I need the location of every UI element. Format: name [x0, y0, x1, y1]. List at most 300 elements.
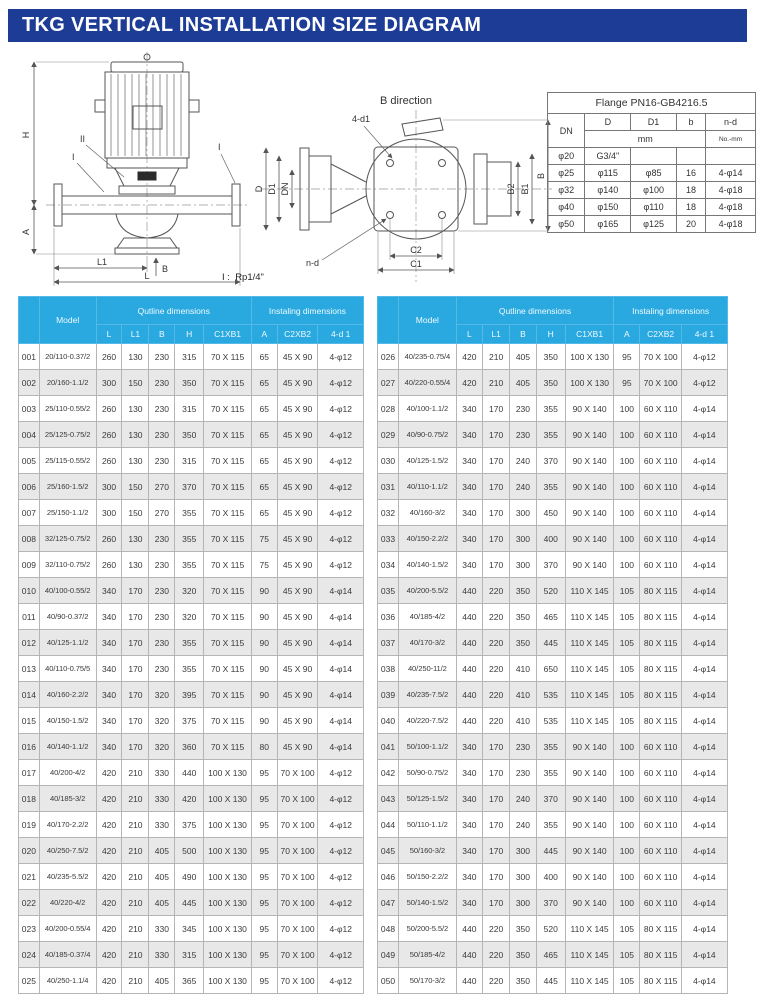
dim-cell: 45 X 90 [277, 708, 318, 734]
model-cell: 50/125-1.5/2 [399, 786, 457, 812]
coupling [138, 172, 156, 180]
row-index: φ32 [548, 182, 585, 199]
dim-cell: 315 [175, 942, 204, 968]
dim-cell: 355 [536, 422, 565, 448]
dim-cell: 170 [483, 890, 510, 916]
dim-cell: 45 X 90 [277, 370, 318, 396]
dim-cell: 535 [536, 708, 565, 734]
dim-cell: 90 X 140 [565, 526, 613, 552]
dim-cell: 300 [96, 370, 122, 396]
dim-cell: 90 X 140 [565, 786, 613, 812]
dim-cell: 300 [510, 526, 536, 552]
col-header-c1xb1: C1XB1 [204, 325, 252, 344]
dim-label-c1: C1 [410, 259, 422, 269]
dim-cell: 315 [175, 344, 204, 370]
model-cell: 25/115-0.55/2 [39, 448, 96, 474]
col-header-model: Model [399, 297, 457, 344]
dim-cell: 105 [614, 968, 640, 994]
dim-cell: 220 [483, 604, 510, 630]
dim-cell: 260 [96, 396, 122, 422]
table-row [19, 786, 364, 812]
row-index: 036 [378, 604, 399, 630]
row-index: 050 [378, 968, 399, 994]
dim-cell: 4-φ14 [681, 708, 727, 734]
dim-cell: 95 [251, 942, 277, 968]
dim-cell: 355 [175, 656, 204, 682]
dim-cell: 375 [175, 812, 204, 838]
dim-cell: 650 [536, 656, 565, 682]
table-row [548, 148, 756, 165]
dim-cell: 230 [149, 578, 175, 604]
table-row [378, 474, 728, 500]
dim-cell: 350 [175, 370, 204, 396]
dim-cell: 370 [536, 890, 565, 916]
row-index: 028 [378, 396, 399, 422]
dim-cell: 95 [251, 864, 277, 890]
dim-cell: φ100 [631, 182, 677, 199]
dim-cell: 210 [122, 916, 149, 942]
dim-cell: 340 [456, 552, 482, 578]
dim-cell: 240 [510, 474, 536, 500]
model-cell: φ165 [585, 216, 631, 233]
dim-cell: 90 X 140 [565, 422, 613, 448]
dim-cell: 45 X 90 [277, 578, 318, 604]
flange-unit-mm: mm [585, 131, 706, 148]
dim-cell: 45 X 90 [277, 734, 318, 760]
table-row [19, 838, 364, 864]
dim-cell: 80 X 115 [640, 968, 681, 994]
model-cell: 40/125-1.5/2 [399, 448, 457, 474]
dim-label-h: H [21, 131, 31, 139]
row-index: 029 [378, 422, 399, 448]
table-row [19, 474, 364, 500]
row-index: 047 [378, 890, 399, 916]
row-index: 042 [378, 760, 399, 786]
dim-cell: 260 [96, 552, 122, 578]
dim-cell: 350 [536, 344, 565, 370]
row-index: 033 [378, 526, 399, 552]
dim-cell: 90 X 140 [565, 760, 613, 786]
table-row [19, 526, 364, 552]
dim-cell: 60 X 110 [640, 526, 681, 552]
dim-cell: 150 [122, 474, 149, 500]
dim-cell: 100 [614, 396, 640, 422]
row-index: 003 [19, 396, 40, 422]
dim-cell: 90 X 140 [565, 864, 613, 890]
dim-cell: 100 X 130 [565, 344, 613, 370]
flange-col-b: b [676, 114, 705, 131]
dim-cell: 60 X 110 [640, 448, 681, 474]
dim-cell: 400 [536, 526, 565, 552]
table-row [378, 812, 728, 838]
dim-cell: 230 [510, 396, 536, 422]
row-index: 026 [378, 344, 399, 370]
dim-cell: 70 X 115 [204, 448, 252, 474]
dim-cell: 90 X 140 [565, 474, 613, 500]
dim-cell: 420 [456, 370, 482, 396]
dim-cell: 355 [175, 526, 204, 552]
dim-cell: 340 [456, 422, 482, 448]
dim-cell: 4-φ14 [681, 448, 727, 474]
group-header-installing: Instaling dimensions [614, 297, 728, 325]
row-index: 014 [19, 682, 40, 708]
dim-cell: 420 [456, 344, 482, 370]
model-cell: 40/250-11/2 [399, 656, 457, 682]
table-row [19, 812, 364, 838]
row-index: 046 [378, 864, 399, 890]
dimension-table-right [377, 296, 728, 994]
model-cell: 40/185-0.37/4 [39, 942, 96, 968]
dim-cell: 315 [175, 448, 204, 474]
row-index: 030 [378, 448, 399, 474]
row-index: 009 [19, 552, 40, 578]
model-cell: 40/160-2.2/2 [39, 682, 96, 708]
table-row [19, 890, 364, 916]
dim-cell: 350 [510, 916, 536, 942]
dim-cell: 4-φ14 [681, 760, 727, 786]
dim-cell: 170 [483, 552, 510, 578]
dim-cell: 65 [251, 370, 277, 396]
flange-col-dn: DN [548, 114, 585, 148]
dim-cell: 100 [614, 422, 640, 448]
dim-cell: 340 [96, 656, 122, 682]
dim-cell: 130 [122, 448, 149, 474]
dim-cell: 4-φ14 [681, 422, 727, 448]
dim-cell: 330 [149, 812, 175, 838]
table-row [378, 552, 728, 578]
dim-cell: 340 [456, 864, 482, 890]
dim-cell: 4-φ14 [706, 165, 756, 182]
flange-col-d: D [585, 114, 631, 131]
model-cell: 40/150-2.2/2 [399, 526, 457, 552]
dim-cell: 4-φ14 [318, 630, 364, 656]
dim-cell: 4-φ14 [681, 734, 727, 760]
dim-cell: 350 [175, 422, 204, 448]
dim-cell: 90 X 140 [565, 890, 613, 916]
dim-cell: 110 X 145 [565, 942, 613, 968]
dim-cell: 110 X 145 [565, 916, 613, 942]
dim-cell: 80 [251, 734, 277, 760]
dim-cell: 70 X 115 [204, 474, 252, 500]
dim-cell: 260 [96, 344, 122, 370]
dim-cell: 18 [676, 182, 705, 199]
dim-cell: 350 [510, 578, 536, 604]
dim-cell: 75 [251, 526, 277, 552]
dim-cell: 100 [614, 500, 640, 526]
table-row [548, 182, 756, 199]
model-cell: 40/200-5.5/2 [399, 578, 457, 604]
dim-cell: 350 [510, 942, 536, 968]
dim-cell: 410 [510, 708, 536, 734]
row-index: 037 [378, 630, 399, 656]
dim-cell: 95 [614, 344, 640, 370]
dim-cell: 80 X 115 [640, 916, 681, 942]
model-cell: 40/160-3/2 [399, 500, 457, 526]
dim-cell: 70 X 115 [204, 526, 252, 552]
model-cell: 40/100-1.1/2 [399, 396, 457, 422]
dim-cell: 100 X 130 [204, 838, 252, 864]
dim-cell: 375 [175, 708, 204, 734]
dim-cell: 90 [251, 578, 277, 604]
dim-cell: 230 [510, 760, 536, 786]
col-header-h: H [536, 325, 565, 344]
dim-cell: 70 X 115 [204, 370, 252, 396]
table-row [378, 396, 728, 422]
dim-cell: 45 X 90 [277, 526, 318, 552]
dim-cell: 220 [483, 656, 510, 682]
dim-cell: 100 [614, 760, 640, 786]
dim-cell: 100 X 130 [204, 968, 252, 994]
row-index: 019 [19, 812, 40, 838]
table-row [378, 916, 728, 942]
table-row [378, 734, 728, 760]
row-index: 021 [19, 864, 40, 890]
group-header-outline: Qutline dimensions [456, 297, 613, 325]
dim-cell: 60 X 110 [640, 552, 681, 578]
col-header-index [378, 297, 399, 344]
dim-cell: 100 X 130 [204, 864, 252, 890]
dim-cell: 4-φ14 [681, 630, 727, 656]
dim-cell: 100 X 130 [204, 812, 252, 838]
dim-cell: 210 [483, 370, 510, 396]
dim-cell: 410 [510, 682, 536, 708]
dim-cell: 45 X 90 [277, 500, 318, 526]
dim-cell: 90 [251, 708, 277, 734]
dim-cell: 170 [483, 734, 510, 760]
dim-cell: 4-φ14 [681, 552, 727, 578]
row-index: 049 [378, 942, 399, 968]
dim-cell: 355 [536, 734, 565, 760]
dim-cell: 130 [122, 552, 149, 578]
dim-cell: 355 [175, 552, 204, 578]
dim-cell: 440 [456, 916, 482, 942]
dim-cell: 70 X 100 [277, 864, 318, 890]
table-row [378, 656, 728, 682]
dim-cell: 270 [149, 500, 175, 526]
col-header-l: L [456, 325, 482, 344]
dim-cell: 4-φ12 [318, 370, 364, 396]
dim-cell: 420 [175, 786, 204, 812]
dim-cell: 4-φ12 [318, 552, 364, 578]
dim-cell: 4-φ14 [681, 604, 727, 630]
dim-cell: 70 X 115 [204, 578, 252, 604]
dim-cell: 170 [483, 526, 510, 552]
b-direction-title: B direction [380, 95, 432, 107]
dim-cell: 4-φ14 [681, 578, 727, 604]
table-row [19, 708, 364, 734]
row-index: 038 [378, 656, 399, 682]
dim-cell: 405 [149, 968, 175, 994]
table-row [19, 942, 364, 968]
dim-cell: 320 [149, 682, 175, 708]
dim-cell: 90 [251, 656, 277, 682]
dim-cell: φ110 [631, 199, 677, 216]
dim-cell: 95 [251, 968, 277, 994]
dim-cell: 420 [96, 812, 122, 838]
dim-cell: φ125 [631, 216, 677, 233]
dim-cell: 105 [614, 630, 640, 656]
dim-cell: 60 X 110 [640, 474, 681, 500]
dim-cell: 105 [614, 916, 640, 942]
dim-cell: 230 [149, 604, 175, 630]
row-index: 035 [378, 578, 399, 604]
row-index: 002 [19, 370, 40, 396]
dim-cell: 300 [510, 838, 536, 864]
dim-cell: 65 [251, 396, 277, 422]
dim-cell: 4-φ14 [318, 604, 364, 630]
dim-cell: 170 [483, 864, 510, 890]
row-index: 024 [19, 942, 40, 968]
dim-cell: 170 [122, 682, 149, 708]
dim-cell: 60 X 110 [640, 864, 681, 890]
dim-cell: 340 [96, 604, 122, 630]
row-index: 031 [378, 474, 399, 500]
dim-cell: 4-φ12 [318, 474, 364, 500]
model-cell: 40/220-4/2 [39, 890, 96, 916]
dim-cell: 4-φ12 [318, 838, 364, 864]
dim-cell: 90 [251, 682, 277, 708]
model-cell: 50/200-5.5/2 [399, 916, 457, 942]
dim-cell: 70 X 115 [204, 604, 252, 630]
dim-cell: 170 [122, 630, 149, 656]
dim-cell: 45 X 90 [277, 630, 318, 656]
dim-cell: 80 X 115 [640, 604, 681, 630]
model-cell: 20/110-0.37/2 [39, 344, 96, 370]
dim-cell: 70 X 100 [277, 786, 318, 812]
dim-cell: 500 [175, 838, 204, 864]
dim-cell: 370 [536, 448, 565, 474]
model-cell: 40/200-0.55/4 [39, 916, 96, 942]
dim-cell: 70 X 100 [277, 968, 318, 994]
dim-cell: 65 [251, 474, 277, 500]
dim-cell: 355 [536, 812, 565, 838]
dim-cell: 520 [536, 916, 565, 942]
dim-cell: 320 [175, 604, 204, 630]
table-row [378, 760, 728, 786]
dim-label-b1: B1 [520, 183, 530, 195]
dim-cell: 4-φ12 [318, 916, 364, 942]
dim-cell: 220 [483, 708, 510, 734]
dim-cell: 330 [149, 760, 175, 786]
row-index: φ50 [548, 216, 585, 233]
dim-cell: 16 [676, 165, 705, 182]
port-marker-i-right: I [218, 142, 221, 152]
table-row [378, 942, 728, 968]
model-cell: 40/185-3/2 [39, 786, 96, 812]
dim-cell: 105 [614, 578, 640, 604]
motor-fins [111, 74, 181, 156]
dim-cell: 440 [456, 942, 482, 968]
table-row [378, 344, 728, 370]
dim-cell: 45 X 90 [277, 474, 318, 500]
dim-cell: 445 [536, 838, 565, 864]
dim-cell: 445 [536, 630, 565, 656]
dim-cell: 60 X 110 [640, 734, 681, 760]
table-row [19, 500, 364, 526]
dim-cell: 210 [122, 760, 149, 786]
dim-label-b2: B2 [506, 183, 516, 195]
dim-cell: 80 X 115 [640, 578, 681, 604]
dim-cell: 110 X 145 [565, 968, 613, 994]
dim-cell: 4-φ14 [681, 500, 727, 526]
dim-cell: 220 [483, 682, 510, 708]
dim-label-b-total: B [536, 172, 546, 180]
dim-cell: 90 X 140 [565, 396, 613, 422]
model-cell: 40/250-7.5/2 [39, 838, 96, 864]
dim-cell: 440 [456, 968, 482, 994]
terminal-box [133, 106, 162, 129]
dim-cell: 45 X 90 [277, 396, 318, 422]
dim-cell: 170 [122, 604, 149, 630]
dim-cell: 80 X 115 [640, 942, 681, 968]
dim-cell: 355 [175, 630, 204, 656]
dim-cell: 230 [510, 422, 536, 448]
dim-cell: 340 [456, 812, 482, 838]
dim-cell: 4-φ14 [318, 734, 364, 760]
dim-cell: 95 [251, 890, 277, 916]
col-header-4d1: 4-d 1 [318, 325, 364, 344]
col-header-a: A [614, 325, 640, 344]
dim-cell: 320 [149, 734, 175, 760]
table-row [378, 890, 728, 916]
model-cell: 40/200-4/2 [39, 760, 96, 786]
dim-label-dn: DN [280, 182, 290, 196]
dim-cell: 395 [175, 682, 204, 708]
dim-cell: 445 [536, 968, 565, 994]
dim-cell: 75 [251, 552, 277, 578]
dim-cell: 80 X 115 [640, 708, 681, 734]
table-row [378, 838, 728, 864]
dim-cell: 110 X 145 [565, 604, 613, 630]
table-row [19, 734, 364, 760]
dim-cell: 440 [456, 708, 482, 734]
dim-cell: 340 [456, 500, 482, 526]
col-header-c2xb2: C2XB2 [277, 325, 318, 344]
dim-cell: 60 X 110 [640, 812, 681, 838]
dim-cell: 4-φ12 [318, 396, 364, 422]
table-row [548, 199, 756, 216]
row-index: 005 [19, 448, 40, 474]
dim-cell: 350 [536, 370, 565, 396]
dim-cell: 4-φ12 [681, 370, 727, 396]
dim-cell: 70 X 115 [204, 682, 252, 708]
dim-cell: 170 [483, 474, 510, 500]
dim-cell: 4-φ14 [681, 916, 727, 942]
dim-cell: 340 [456, 474, 482, 500]
table-row [19, 422, 364, 448]
dim-cell: 4-φ18 [706, 216, 756, 233]
dim-cell: 420 [96, 864, 122, 890]
dim-cell: 95 [251, 838, 277, 864]
dim-cell: 420 [96, 942, 122, 968]
dim-cell: 340 [456, 448, 482, 474]
dim-cell: 60 X 110 [640, 890, 681, 916]
dim-cell: 420 [96, 916, 122, 942]
table-row [378, 526, 728, 552]
model-cell: 50/100-1.1/2 [399, 734, 457, 760]
model-cell: G3/4" [585, 148, 631, 165]
dim-cell: 465 [536, 604, 565, 630]
dim-label-d: D [254, 185, 264, 193]
model-cell: 40/220-0.55/4 [399, 370, 457, 396]
row-index: 045 [378, 838, 399, 864]
row-index: 039 [378, 682, 399, 708]
dim-cell: 355 [536, 474, 565, 500]
dim-cell: 340 [456, 734, 482, 760]
model-cell: 32/110-0.75/2 [39, 552, 96, 578]
table-row [378, 968, 728, 994]
table-row [19, 656, 364, 682]
